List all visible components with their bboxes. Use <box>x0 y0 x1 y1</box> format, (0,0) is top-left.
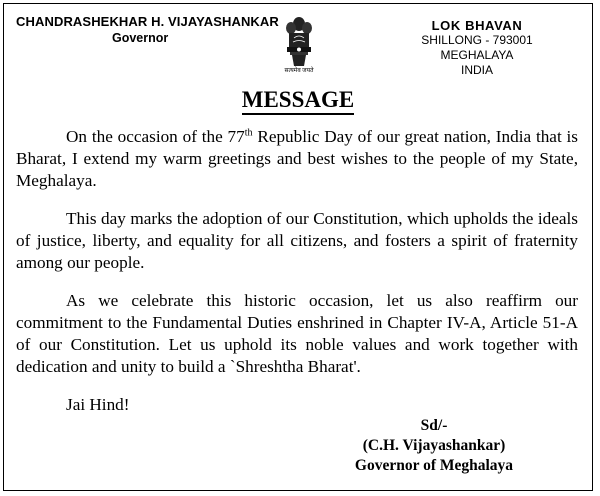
state-emblem-icon <box>280 14 318 76</box>
paragraph-1: On the occasion of the 77th Republic Day of our great nation, India that is Bharat, I extend my warm greetings and best wishes to the people of my State, Meghalaya. <box>16 127 578 190</box>
message-body <box>16 126 578 432</box>
signature-sd: Sd/- <box>420 417 448 434</box>
document-frame <box>3 3 593 491</box>
address-line-3: MEGHALAYA <box>440 48 514 62</box>
paragraph-2: This day marks the adoption of our Constitution, which upholds the ideals of justice, liberty, and equality for all citizens, and fosters a spirit of fraternity among our people. <box>16 209 578 272</box>
signatory-name: (C.H. Vijayashankar) <box>362 437 506 454</box>
signature-block <box>334 416 534 476</box>
letterhead-address <box>392 18 562 78</box>
emblem-motto: सत्यमेव जयते <box>284 68 314 74</box>
address-line-1: LOK BHAVAN <box>431 18 523 33</box>
address-line-2: SHILLONG - 793001 <box>421 33 533 47</box>
closing-line: Jai Hind! <box>66 395 130 414</box>
governor-title: Governor <box>112 31 169 45</box>
message-heading: MESSAGE <box>4 87 592 113</box>
paragraph-3: As we celebrate this historic occasion, let us also reaffirm our commitment to the Fundamental Duties enshrined in Chapter IV-A, Article 51-A of our Constitution. Let us uphold its noble values and work together with dedication and unity to build a `Shreshtha Bharat'. <box>16 291 578 376</box>
address-line-4: INDIA <box>460 63 493 77</box>
governor-name: CHANDRASHEKHAR H. VIJAYASHANKAR <box>16 14 279 29</box>
signatory-designation: Governor of Meghalaya <box>354 457 514 474</box>
letterhead-left <box>16 14 316 45</box>
